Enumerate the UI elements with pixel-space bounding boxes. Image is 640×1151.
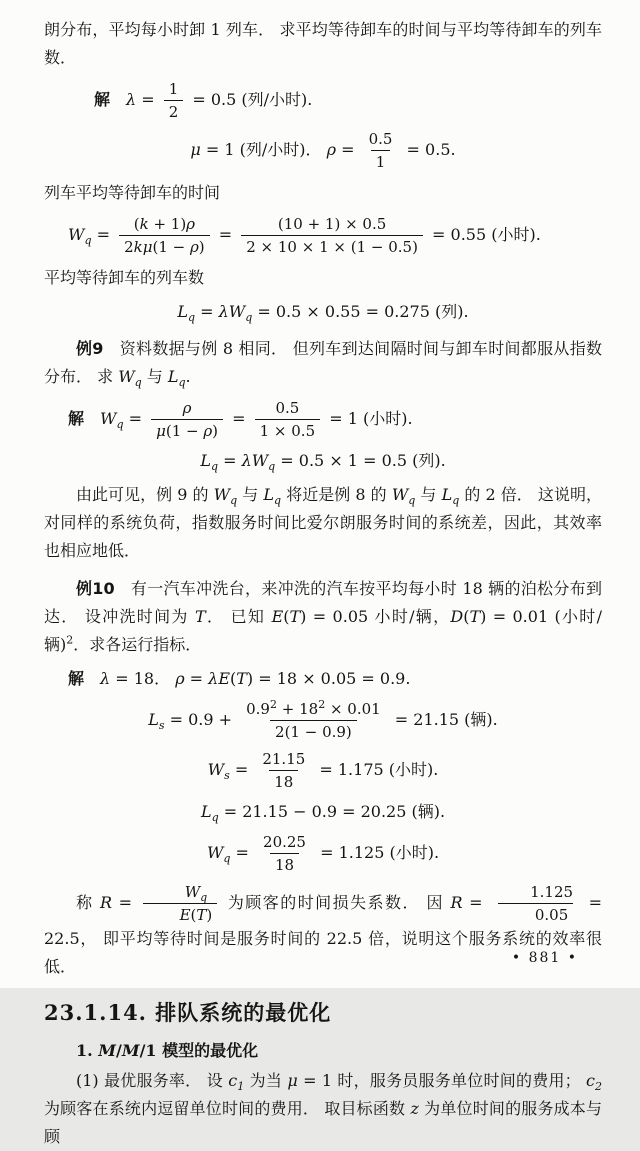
example-10-statement: 例10 有一汽车冲洗台，来冲洗的汽车按平均每小时 18 辆的泊松分布到达． 设冲洗时间为 T． 已知 E(T) = 0.05 小时/辆，D(T) = 0.01 (小时/辆)$^2$．求各运行指标． [44, 579, 602, 654]
formula-lq-erlang: $L_q = \lambda W_q = 0.5 \times 0.55 = 0.275$ (列). [177, 302, 469, 325]
paragraph-continuation: 朗分布，平均每小时卸 1 列车． 求平均等待卸车的时间与平均等待卸车的列车数． [44, 20, 602, 67]
formula-wq-erlang: $W_q$ = $\frac{(k + 1)\rho}{2k\mu(1 - \rho)}$ = $\frac{(10 + 1) \times 0.5}{2 \times 10 \times 1 \times (1 - 0.5)}$ = 0.55 (小时). [68, 215, 541, 256]
example-9-statement: 例9 资料数据与例 8 相同． 但列车到达间隔时间与卸车时间都服从指数分布． 求 $W_q$ 与 $L_q$. [44, 339, 602, 390]
formula-mu-rho: μ = 1 (列/小时)． ρ = $\frac{0.5}{1}$ = 0.5. [190, 130, 456, 171]
formula-lq-exponential: $L_q = \lambda W_q = 0.5 \times 1 = 0.5$ (列). [200, 451, 446, 474]
formula-lambda: 解 λ = $\frac{1}{2}$ = 0.5 (列/小时). [94, 80, 313, 121]
section-heading: 23.1.14. 排队系统的最优化 [44, 1000, 332, 1025]
formula-wq-value: $W_q$ = $\frac{20.25}{18}$ = 1.125 (小时). [206, 833, 440, 874]
formula-wq-exponential: 解 $W_q$ = $\frac{\rho}{\mu(1 - \rho)}$ = $\frac{0.5}{1 \times 0.5}$ = 1 (小时). [68, 399, 413, 440]
formula-lq-value: $L_q = 21.15 - 0.9 = 20.25$ (辆). [200, 802, 446, 825]
label-wait-count: 平均等待卸车的列车数 [44, 268, 205, 287]
remark-comparison: 由此可见，例 9 的 $W_q$ 与 $L_q$ 将近是例 8 的 $W_q$ 与 $L_q$ 的 2 倍． 这说明，对同样的系统负荷，指数服务时间比爱尔朗服务时间的系统差，因此，其效率也相应地低． [44, 485, 602, 560]
paragraph-optimal-service-rate: (1) 最优服务率． 设 $c_1$ 为当 μ = 1 时，服务员服务单位时间的费用； $c_2$ 为顾客在系统内逗留单位时间的费用． 取目标函数 z 为单位时间的服务成本与顾 [44, 1071, 602, 1146]
formula-ls: $L_s = 0.9$ + $\frac{0.9^2 + 18^2 \times 0.01}{2(1 - 0.9)}$ = 21.15 (辆). [148, 698, 498, 741]
subsection-heading-mm1: 1. M/M/1 模型的最优化 [76, 1041, 259, 1060]
remark-loss-coefficient: 称 R = $\frac{W_q}{E(T)}$ 为顾客的时间损失系数． 因 R = $\frac{1.125}{0.05}$ = 22.5， 即平均等待时间是服务时间的 22.5 倍，说明这个服务系统的效率很低． [44, 883, 603, 976]
page-number: • 881 • [511, 950, 578, 966]
formula-lambda-rho: 解 λ = 18． ρ = λE(T) = 18 × 0.05 = 0.9. [68, 669, 411, 688]
formula-ws: $W_s$ = $\frac{21.15}{18}$ = 1.175 (小时). [207, 750, 439, 791]
label-wait-time: 列车平均等待卸车的时间 [44, 183, 221, 202]
